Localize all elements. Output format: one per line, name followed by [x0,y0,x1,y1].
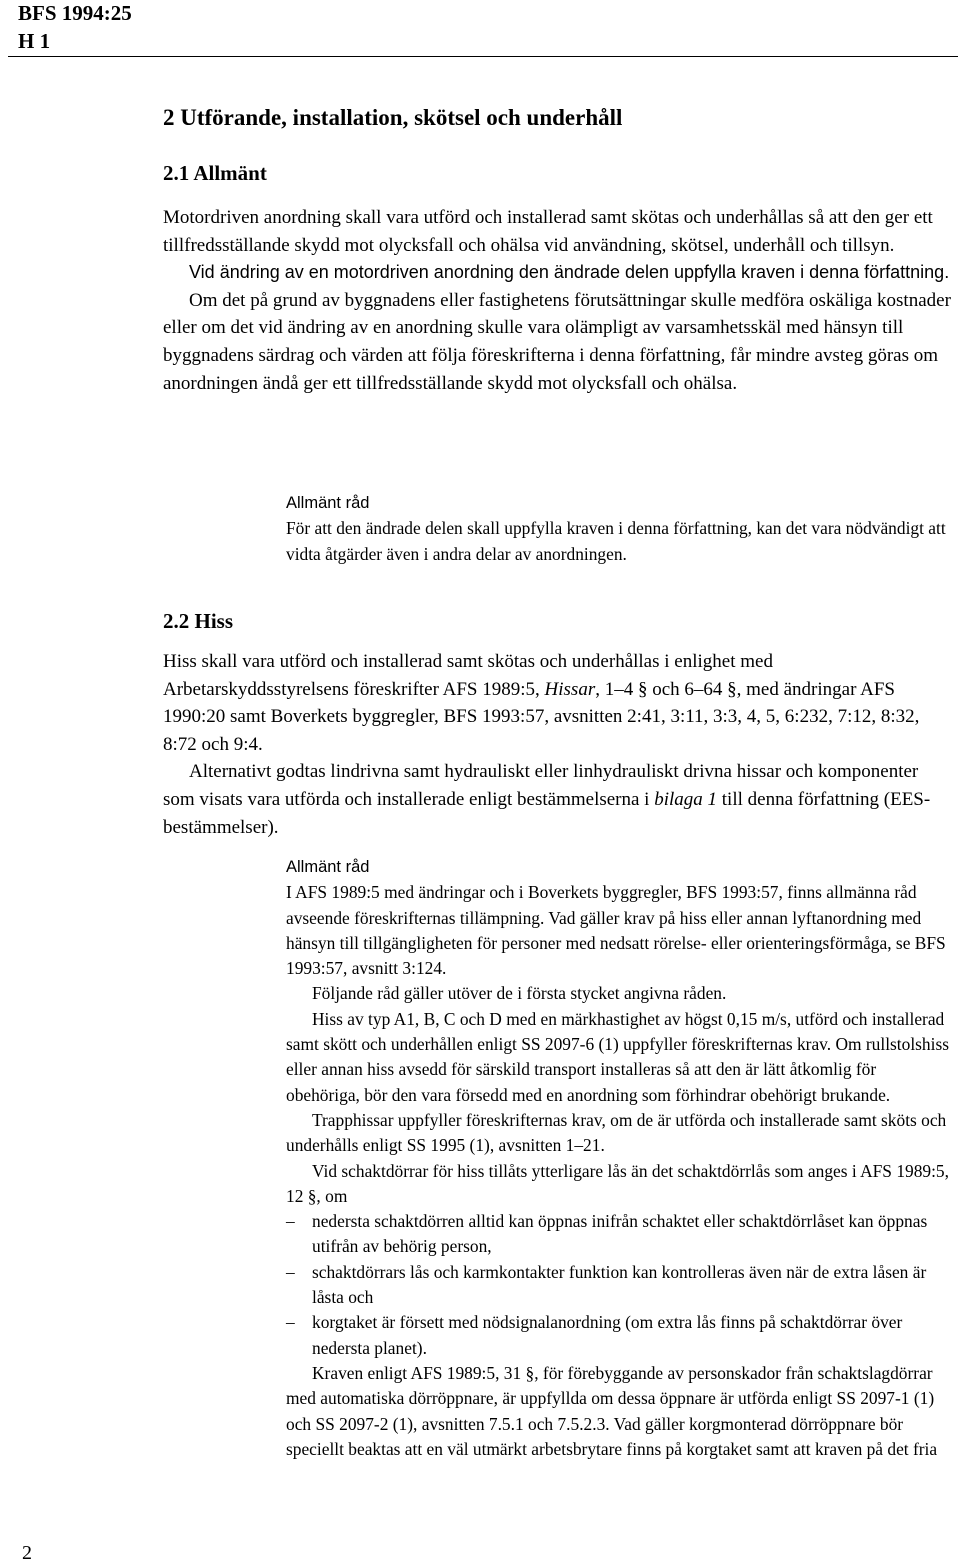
advice-paragraph: Hiss av typ A1, B, C och D med en märkhastighet av högst 0,15 m/s, utförd och installerad samt skött och underhållen enligt SS 2097-6 (1) uppfyller föreskrifternas krav. Om rullstolshiss eller annan hiss avsedd för särskild transport installeras så att den är lätt åtkomlig för obehöriga, bör den vara försedd med en anordning som förhindrar obehörigt brukande. [286,1008,949,1105]
document-code: BFS 1994:25 [18,1,132,25]
section-2-2-body [163,648,953,841]
paragraph: Alternativt godtas lindrivna samt hydrauliskt eller linhydrauliskt drivna hissar och komponenter som visats vara utförda och installerade enligt bestämmelserna i bilaga 1 till denna författning (EES-bestämmelser). [163,761,931,838]
advice-label: Allmänt råd [286,494,370,512]
italic-reference: bilaga 1 [654,788,718,810]
advice-paragraph: Trapphissar uppfyller föreskrifternas krav, om de är utförda och installerade samt sköts och underhålls enligt SS 1995 (1), avsnitten 1–21. [286,1109,947,1156]
general-advice-2-1 [286,491,952,567]
general-advice-2-2 [286,855,952,1462]
advice-paragraph: Kraven enligt AFS 1989:5, 31 §, för förebyggande av personskador från schaktslagdörrar med automatiska dörröppnare, är uppfyllda om dessa öppnare är utförda enligt SS 2097-1 (1) och SS 2097-2 (1), avsnitten 7.5.1 och 7.5.2.3. Vad gäller korgmonterad dörröppnare bör speciellt beaktas att en väl utmärkt arbetsbrytare finns på korgtaket samt att kraven på det fria [286,1362,938,1459]
page-number: 2 [22,1542,32,1564]
advice-paragraph: I AFS 1989:5 med ändringar och i Boverkets byggregler, BFS 1993:57, finns allmänna råd avseende föreskrifternas tillämpning. Vad gäller krav på hiss eller annan lyftanordning med hänsyn till tillgängligheten för personer med nedsatt rörelse- eller orienteringsförmåga, se BFS 1993:57, avsnitt 3:124. [286,882,946,979]
list-item: – schaktdörrars lås och karmkontakter funktion kan kontrolleras även när de extra låsen är låsta och [286,1260,952,1311]
document-section-code: H 1 [18,29,51,53]
section-heading-2-2: 2.2 Hiss [163,609,234,633]
paragraph: Vid ändring av en motordriven anordning den ändrade delen uppfylla kraven i denna författning. [189,262,950,283]
dash-marker: – [286,1261,295,1282]
advice-text: För att den ändrade delen skall uppfylla kraven i denna författning, kan det vara nödvändigt att vidta åtgärder även i andra delar av anordningen. [286,518,946,564]
italic-title: Hissar [544,678,596,700]
section-heading-2-1: 2.1 Allmänt [163,161,267,185]
header-rule [8,56,958,57]
advice-paragraph: Vid schaktdörrar för hiss tillåts ytterligare lås än det schaktdörrlås som anges i AFS 1989:5, 12 §, om [286,1160,949,1206]
dash-marker: – [286,1312,295,1333]
paragraph: Hiss skall vara utförd och installerad samt skötas och underhållas i enlighet med Arbetarskyddsstyrelsens föreskrifter AFS 1989:5, Hissar, 1–4 § och 6–64 §, med ändringar AFS 1990:20 samt Boverkets byggregler, BFS 1993:57, avsnitten 2:41, 3:11, 3:3, 4, 5, 6:232, 7:12, 8:32, 8:72 och 9:4. [163,651,920,755]
advice-paragraph: Följande råd gäller utöver de i första stycket angivna råden. [312,983,727,1004]
list-item: – nedersta schaktdörren alltid kan öppnas inifrån schaktet eller schaktdörrlåset kan öppnas utifrån av behörig person, [286,1209,952,1260]
paragraph: Om det på grund av byggnadens eller fastighetens förutsättningar skulle medföra oskäliga kostnader eller om det vid ändring av en anordning skulle vara olämpligt av varsamhetsskäl med hänsyn till byggnadens särdrag och värden att följa föreskrifterna i denna författning, får mindre avsteg göras om anordningen ändå ger ett tillfredsställande skydd mot olycksfall och ohälsa. [163,289,951,394]
list-item: – korgtaket är försett med nödsignalanordning (om extra lås finns på schaktdörrar över nedersta planet). [286,1310,952,1361]
section-2-1-body [163,204,953,397]
paragraph: Motordriven anordning skall vara utförd och installerad samt skötas och underhållas så att den ger ett tillfredsställande skydd mot olycksfall och ohälsa vid användning, skötsel, underhåll och tillsyn. [163,207,933,256]
advice-label: Allmänt råd [286,858,370,876]
dash-marker: – [286,1211,295,1232]
chapter-heading: 2 Utförande, installation, skötsel och underhåll [163,105,623,130]
